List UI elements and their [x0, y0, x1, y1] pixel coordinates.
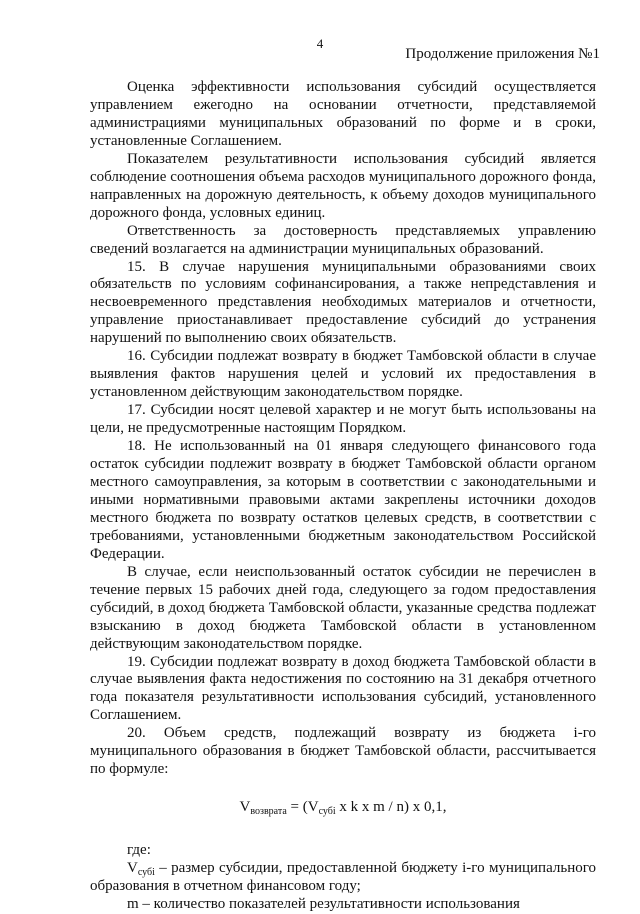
paragraph: 16. Субсидии подлежат возврату в бюджет Тамбовской области в случае выявления фактов нарушения целей и условий их предоставления в установленном действующим законодательством порядке.	[90, 348, 596, 401]
paragraph: Ответственность за достоверность представляемых управлению сведений возлагается на администрации муниципальных образований.	[90, 222, 596, 257]
formula-sub: субi	[318, 806, 336, 818]
document-body	[90, 79, 596, 914]
paragraph: В случае, если неиспользованный остаток субсидии не перечислен в течение первых 15 рабочих дней года, следующего за годом предоставления субсидий, в доход бюджета Тамбовской области, указанные средства подлежат взысканию в доход бюджета Тамбовской области в установленном действующим законодательством порядке.	[90, 563, 596, 652]
paragraph: Показателем результативности использования субсидий является соблюдение соотношения объема расходов муниципального дорожного фонда, направленных на дорожную деятельность, к объему доходов муниципального дорожного фонда, условных единиц.	[90, 150, 596, 221]
definition-v	[90, 860, 596, 896]
paragraph: 15. В случае нарушения муниципальными образованиями своих обязательств по условиям софинансирования, а также непредставления и несвоевременного представления необходимых материалов и отчетности, управление приостанавливает предоставление субсидий до устранения нарушений по выполнению своих обязательств.	[90, 258, 596, 347]
paragraph: 19. Субсидии подлежат возврату в доход бюджета Тамбовской области в случае выявления факта недостижения по состоянию на 31 декабря отчетного года показателя результативности использования субсидий, установленного Соглашением.	[90, 653, 596, 724]
paragraph: 17. Субсидии носят целевой характер и не могут быть использованы на цели, не предусмотренные настоящим Порядком.	[90, 402, 596, 437]
formula-rhs: x k x m / n) x 0,1,	[335, 799, 447, 816]
definition-v-text: – размер субсидии, предоставленной бюджету i-го муниципального образования в отчетном финансовом году;	[90, 860, 596, 895]
page-number: 4	[316, 36, 324, 51]
formula-lhs-sub: возврата	[250, 806, 287, 818]
continuation-label: Продолжение приложения №1	[405, 46, 600, 62]
formula-lhs: V	[239, 799, 251, 816]
paragraph: 20. Объем средств, подлежащий возврату из бюджета i-го муниципального образования в бюджет Тамбовской области, рассчитывается по формуле:	[90, 725, 596, 778]
paragraph: Оценка эффективности использования субсидий осуществляется управлением ежегодно на основании отчетности, представляемой администрациями муниципальных образований по форме и в сроки, установленные Соглашением.	[90, 79, 596, 149]
formula-eq: = (V	[286, 799, 319, 816]
definition-v-sub: субi	[137, 867, 155, 879]
definition-m: m – количество показателей результативности использования	[127, 895, 520, 912]
where-label: где:	[127, 842, 151, 859]
formula	[90, 799, 596, 817]
paragraph: 18. Не использованный на 01 января следующего финансового года остаток субсидии подлежит возврату в бюджет Тамбовской области органом местного самоуправления, за которым в соответствии с законодательными и иными нормативными правовыми актами закреплены источники доходов местного бюджета по возврату остатков целевых средств, в соответствии с требованиями, установленными бюджетным законодательством Российской Федерации.	[90, 438, 596, 562]
definition-v-symbol: V	[127, 860, 138, 877]
